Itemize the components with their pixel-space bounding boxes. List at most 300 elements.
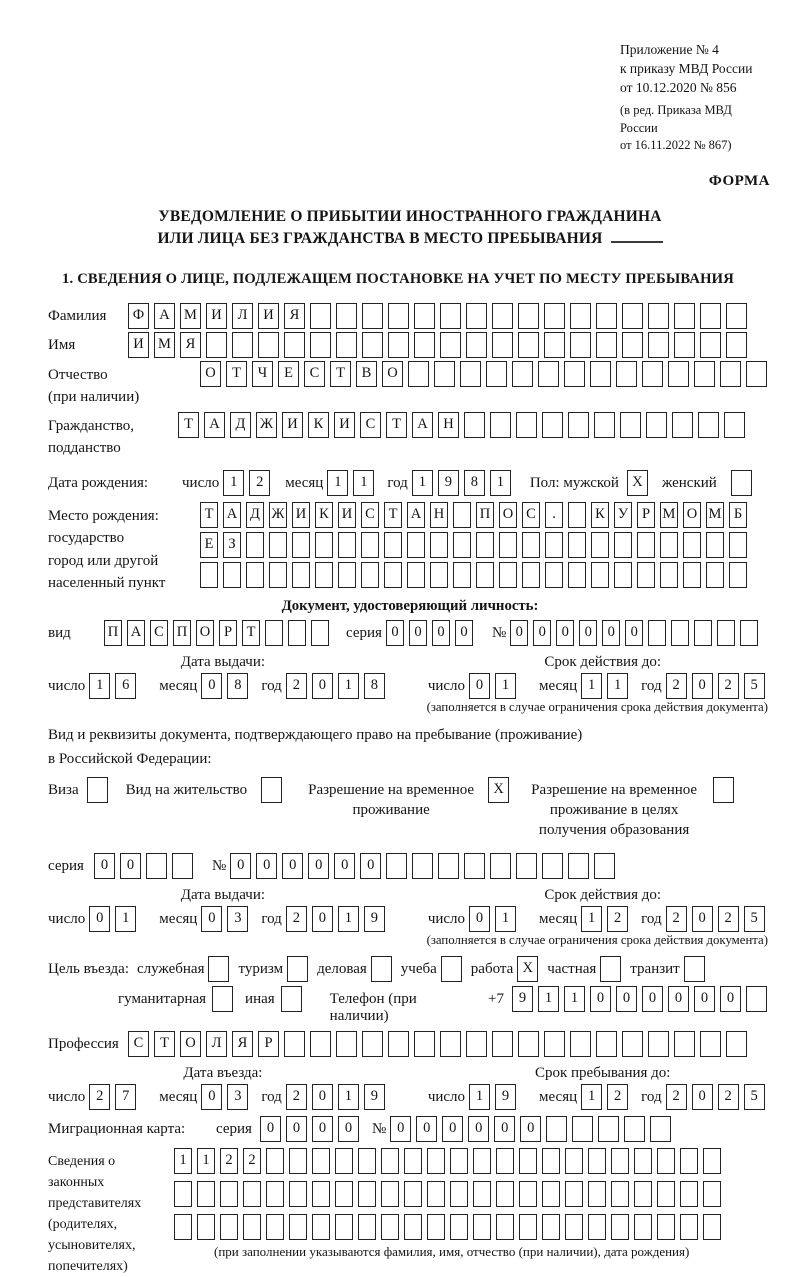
char-box[interactable]	[427, 1148, 445, 1174]
residence-permit-checkbox[interactable]	[261, 777, 282, 803]
char-box[interactable]	[683, 532, 701, 558]
char-box[interactable]	[358, 1181, 376, 1207]
char-box[interactable]	[358, 1148, 376, 1174]
char-box[interactable]	[407, 532, 425, 558]
char-box[interactable]	[464, 853, 485, 879]
char-box[interactable]: С	[304, 361, 325, 387]
char-box[interactable]: 1	[581, 673, 602, 699]
char-box[interactable]: 3	[227, 906, 248, 932]
char-box[interactable]	[746, 986, 767, 1012]
char-box[interactable]: 9	[438, 470, 459, 496]
char-box[interactable]: 0	[692, 673, 713, 699]
char-box[interactable]	[660, 532, 678, 558]
char-box[interactable]	[518, 303, 539, 329]
char-box[interactable]	[312, 1148, 330, 1174]
char-box[interactable]	[657, 1181, 675, 1207]
char-box[interactable]: Н	[430, 502, 448, 528]
char-box[interactable]: В	[356, 361, 377, 387]
char-box[interactable]	[427, 1181, 445, 1207]
char-box[interactable]	[568, 502, 586, 528]
char-box[interactable]	[668, 361, 689, 387]
char-box[interactable]	[312, 1181, 330, 1207]
char-box[interactable]: И	[282, 412, 303, 438]
char-box[interactable]	[611, 1148, 629, 1174]
char-box[interactable]	[292, 562, 310, 588]
char-box[interactable]	[499, 562, 517, 588]
char-box[interactable]: О	[683, 502, 701, 528]
char-box[interactable]	[358, 1214, 376, 1240]
char-box[interactable]	[388, 1031, 409, 1057]
char-box[interactable]	[590, 361, 611, 387]
char-box[interactable]	[614, 532, 632, 558]
purpose-tourism-checkbox[interactable]	[287, 956, 308, 982]
char-box[interactable]	[680, 1148, 698, 1174]
char-box[interactable]	[310, 332, 331, 358]
char-box[interactable]	[542, 1148, 560, 1174]
char-box[interactable]: 0	[692, 1084, 713, 1110]
char-box[interactable]: 0	[694, 986, 715, 1012]
char-box[interactable]: .	[545, 502, 563, 528]
purpose-humanitarian-checkbox[interactable]	[212, 986, 233, 1012]
char-box[interactable]	[434, 361, 455, 387]
char-box[interactable]	[700, 1031, 721, 1057]
purpose-transit-checkbox[interactable]	[684, 956, 705, 982]
char-box[interactable]: С	[522, 502, 540, 528]
char-box[interactable]	[315, 532, 333, 558]
char-box[interactable]: И	[128, 332, 149, 358]
char-box[interactable]	[266, 1181, 284, 1207]
char-box[interactable]	[335, 1148, 353, 1174]
char-box[interactable]: 0	[94, 853, 115, 879]
char-box[interactable]: 0	[312, 1084, 333, 1110]
char-box[interactable]: С	[361, 502, 379, 528]
char-box[interactable]: Р	[258, 1031, 279, 1057]
char-box[interactable]	[386, 853, 407, 879]
char-box[interactable]	[703, 1214, 721, 1240]
char-box[interactable]	[516, 853, 537, 879]
char-box[interactable]: 2	[718, 1084, 739, 1110]
char-box[interactable]: А	[204, 412, 225, 438]
char-box[interactable]: 0	[308, 853, 329, 879]
char-box[interactable]: Р	[637, 502, 655, 528]
char-box[interactable]: 0	[469, 906, 490, 932]
char-box[interactable]: 0	[590, 986, 611, 1012]
char-box[interactable]	[726, 303, 747, 329]
char-box[interactable]	[404, 1214, 422, 1240]
char-box[interactable]	[246, 532, 264, 558]
char-box[interactable]	[450, 1214, 468, 1240]
char-box[interactable]: 1	[223, 470, 244, 496]
char-box[interactable]	[648, 303, 669, 329]
char-box[interactable]: 2	[666, 1084, 687, 1110]
char-box[interactable]	[404, 1181, 422, 1207]
char-box[interactable]	[335, 1214, 353, 1240]
char-box[interactable]: Л	[232, 303, 253, 329]
char-box[interactable]: Я	[180, 332, 201, 358]
char-box[interactable]: 5	[744, 906, 765, 932]
char-box[interactable]	[453, 502, 471, 528]
char-box[interactable]	[700, 332, 721, 358]
char-box[interactable]	[492, 332, 513, 358]
char-box[interactable]: 0	[334, 853, 355, 879]
char-box[interactable]	[284, 1031, 305, 1057]
char-box[interactable]	[492, 303, 513, 329]
char-box[interactable]	[362, 1031, 383, 1057]
char-box[interactable]	[634, 1181, 652, 1207]
char-box[interactable]: 1	[490, 470, 511, 496]
char-box[interactable]: М	[154, 332, 175, 358]
char-box[interactable]	[362, 332, 383, 358]
char-box[interactable]	[570, 1031, 591, 1057]
char-box[interactable]: 9	[512, 986, 533, 1012]
char-box[interactable]	[591, 562, 609, 588]
char-box[interactable]	[565, 1148, 583, 1174]
char-box[interactable]: 1	[495, 906, 516, 932]
char-box[interactable]	[516, 412, 537, 438]
char-box[interactable]	[568, 532, 586, 558]
char-box[interactable]: Т	[226, 361, 247, 387]
char-box[interactable]	[564, 361, 585, 387]
char-box[interactable]: Я	[284, 303, 305, 329]
char-box[interactable]	[614, 562, 632, 588]
char-box[interactable]: И	[258, 303, 279, 329]
char-box[interactable]: Д	[230, 412, 251, 438]
char-box[interactable]	[381, 1214, 399, 1240]
purpose-study-checkbox[interactable]	[441, 956, 462, 982]
char-box[interactable]	[570, 303, 591, 329]
char-box[interactable]: Я	[232, 1031, 253, 1057]
char-box[interactable]	[545, 562, 563, 588]
char-box[interactable]: 0	[432, 620, 450, 646]
char-box[interactable]	[542, 1181, 560, 1207]
char-box[interactable]	[473, 1181, 491, 1207]
char-box[interactable]: 0	[256, 853, 277, 879]
char-box[interactable]	[265, 620, 283, 646]
char-box[interactable]	[572, 1116, 593, 1142]
purpose-official-checkbox[interactable]	[208, 956, 229, 982]
char-box[interactable]: П	[104, 620, 122, 646]
char-box[interactable]: М	[180, 303, 201, 329]
char-box[interactable]: 1	[412, 470, 433, 496]
char-box[interactable]: 1	[564, 986, 585, 1012]
char-box[interactable]	[266, 1148, 284, 1174]
char-box[interactable]: 0	[602, 620, 620, 646]
char-box[interactable]	[310, 303, 331, 329]
char-box[interactable]: 8	[227, 673, 248, 699]
char-box[interactable]: 0	[386, 620, 404, 646]
char-box[interactable]	[570, 332, 591, 358]
char-box[interactable]: 1	[538, 986, 559, 1012]
char-box[interactable]	[336, 303, 357, 329]
char-box[interactable]: А	[154, 303, 175, 329]
char-box[interactable]: П	[173, 620, 191, 646]
char-box[interactable]	[440, 303, 461, 329]
char-box[interactable]: 1	[327, 470, 348, 496]
char-box[interactable]	[289, 1148, 307, 1174]
char-box[interactable]: 2	[89, 1084, 110, 1110]
char-box[interactable]	[414, 303, 435, 329]
char-box[interactable]	[284, 332, 305, 358]
char-box[interactable]	[499, 532, 517, 558]
char-box[interactable]	[414, 332, 435, 358]
char-box[interactable]	[518, 1031, 539, 1057]
char-box[interactable]: 2	[243, 1148, 261, 1174]
char-box[interactable]: П	[476, 502, 494, 528]
char-box[interactable]: 0	[642, 986, 663, 1012]
char-box[interactable]: 1	[115, 906, 136, 932]
char-box[interactable]	[671, 620, 689, 646]
char-box[interactable]: О	[200, 361, 221, 387]
char-box[interactable]: 0	[312, 906, 333, 932]
char-box[interactable]	[674, 332, 695, 358]
sex-female-checkbox[interactable]	[731, 470, 752, 496]
char-box[interactable]: 0	[692, 906, 713, 932]
char-box[interactable]: И	[206, 303, 227, 329]
char-box[interactable]	[624, 1116, 645, 1142]
char-box[interactable]	[596, 1031, 617, 1057]
char-box[interactable]	[466, 303, 487, 329]
char-box[interactable]	[312, 1214, 330, 1240]
char-box[interactable]	[596, 332, 617, 358]
char-box[interactable]: 1	[197, 1148, 215, 1174]
char-box[interactable]: 0	[469, 673, 490, 699]
char-box[interactable]: А	[127, 620, 145, 646]
char-box[interactable]	[476, 532, 494, 558]
char-box[interactable]	[496, 1214, 514, 1240]
char-box[interactable]: А	[407, 502, 425, 528]
char-box[interactable]	[450, 1181, 468, 1207]
char-box[interactable]: К	[315, 502, 333, 528]
char-box[interactable]: 1	[89, 673, 110, 699]
char-box[interactable]	[657, 1214, 675, 1240]
char-box[interactable]: 1	[469, 1084, 490, 1110]
char-box[interactable]: 0	[533, 620, 551, 646]
char-box[interactable]	[258, 332, 279, 358]
char-box[interactable]: С	[360, 412, 381, 438]
char-box[interactable]: Ж	[269, 502, 287, 528]
char-box[interactable]	[496, 1148, 514, 1174]
char-box[interactable]	[544, 303, 565, 329]
char-box[interactable]	[594, 412, 615, 438]
char-box[interactable]	[381, 1181, 399, 1207]
char-box[interactable]	[453, 562, 471, 588]
char-box[interactable]	[243, 1181, 261, 1207]
char-box[interactable]	[544, 332, 565, 358]
char-box[interactable]	[388, 332, 409, 358]
char-box[interactable]: 9	[495, 1084, 516, 1110]
char-box[interactable]	[473, 1148, 491, 1174]
char-box[interactable]: 0	[201, 906, 222, 932]
char-box[interactable]	[683, 562, 701, 588]
char-box[interactable]: А	[412, 412, 433, 438]
char-box[interactable]	[650, 1116, 671, 1142]
char-box[interactable]: Б	[729, 502, 747, 528]
char-box[interactable]	[440, 332, 461, 358]
char-box[interactable]	[698, 412, 719, 438]
char-box[interactable]	[746, 361, 767, 387]
char-box[interactable]: 0	[668, 986, 689, 1012]
char-box[interactable]	[338, 562, 356, 588]
char-box[interactable]: 9	[364, 1084, 385, 1110]
char-box[interactable]	[438, 853, 459, 879]
char-box[interactable]: 0	[625, 620, 643, 646]
char-box[interactable]	[542, 412, 563, 438]
char-box[interactable]: Е	[200, 532, 218, 558]
char-box[interactable]	[460, 361, 481, 387]
char-box[interactable]: 0	[442, 1116, 463, 1142]
char-box[interactable]	[729, 532, 747, 558]
char-box[interactable]	[522, 562, 540, 588]
char-box[interactable]	[473, 1214, 491, 1240]
char-box[interactable]: 1	[338, 1084, 359, 1110]
char-box[interactable]	[545, 532, 563, 558]
char-box[interactable]: К	[308, 412, 329, 438]
char-box[interactable]	[492, 1031, 513, 1057]
char-box[interactable]: 0	[556, 620, 574, 646]
char-box[interactable]	[384, 562, 402, 588]
char-box[interactable]	[197, 1181, 215, 1207]
char-box[interactable]	[486, 361, 507, 387]
char-box[interactable]	[220, 1214, 238, 1240]
char-box[interactable]: 0	[282, 853, 303, 879]
char-box[interactable]: Ж	[256, 412, 277, 438]
char-box[interactable]	[361, 532, 379, 558]
char-box[interactable]	[594, 853, 615, 879]
char-box[interactable]: 1	[174, 1148, 192, 1174]
char-box[interactable]: К	[591, 502, 609, 528]
char-box[interactable]	[717, 620, 735, 646]
char-box[interactable]	[674, 303, 695, 329]
char-box[interactable]	[538, 361, 559, 387]
purpose-work-checkbox[interactable]: X	[517, 956, 538, 982]
char-box[interactable]: Т	[154, 1031, 175, 1057]
char-box[interactable]: 0	[390, 1116, 411, 1142]
char-box[interactable]: З	[223, 532, 241, 558]
char-box[interactable]	[706, 562, 724, 588]
char-box[interactable]	[620, 412, 641, 438]
char-box[interactable]	[220, 1181, 238, 1207]
char-box[interactable]: 1	[338, 673, 359, 699]
char-box[interactable]: 2	[220, 1148, 238, 1174]
char-box[interactable]	[310, 1031, 331, 1057]
char-box[interactable]	[404, 1148, 422, 1174]
char-box[interactable]: 0	[312, 673, 333, 699]
char-box[interactable]	[596, 303, 617, 329]
char-box[interactable]	[518, 332, 539, 358]
char-box[interactable]: И	[292, 502, 310, 528]
char-box[interactable]	[440, 1031, 461, 1057]
char-box[interactable]	[660, 562, 678, 588]
char-box[interactable]	[694, 361, 715, 387]
char-box[interactable]	[232, 332, 253, 358]
char-box[interactable]	[622, 332, 643, 358]
char-box[interactable]: 2	[286, 1084, 307, 1110]
char-box[interactable]	[450, 1148, 468, 1174]
char-box[interactable]: 0	[616, 986, 637, 1012]
char-box[interactable]	[388, 303, 409, 329]
char-box[interactable]	[637, 562, 655, 588]
char-box[interactable]	[648, 332, 669, 358]
char-box[interactable]: 1	[353, 470, 374, 496]
char-box[interactable]	[414, 1031, 435, 1057]
char-box[interactable]	[519, 1214, 537, 1240]
char-box[interactable]: 5	[744, 673, 765, 699]
char-box[interactable]: Т	[178, 412, 199, 438]
temp-residence-checkbox[interactable]: X	[488, 777, 509, 803]
char-box[interactable]	[622, 303, 643, 329]
char-box[interactable]: Т	[386, 412, 407, 438]
char-box[interactable]	[206, 332, 227, 358]
char-box[interactable]: 2	[286, 906, 307, 932]
char-box[interactable]	[288, 620, 306, 646]
sex-male-checkbox[interactable]: X	[627, 470, 648, 496]
char-box[interactable]	[519, 1181, 537, 1207]
char-box[interactable]	[292, 532, 310, 558]
char-box[interactable]: 0	[201, 1084, 222, 1110]
char-box[interactable]	[680, 1181, 698, 1207]
char-box[interactable]	[565, 1214, 583, 1240]
char-box[interactable]: 0	[260, 1116, 281, 1142]
char-box[interactable]	[338, 532, 356, 558]
char-box[interactable]	[544, 1031, 565, 1057]
char-box[interactable]	[522, 532, 540, 558]
char-box[interactable]	[598, 1116, 619, 1142]
char-box[interactable]: О	[499, 502, 517, 528]
char-box[interactable]	[674, 1031, 695, 1057]
char-box[interactable]	[146, 853, 167, 879]
char-box[interactable]	[466, 332, 487, 358]
char-box[interactable]: Ч	[252, 361, 273, 387]
char-box[interactable]	[315, 562, 333, 588]
char-box[interactable]: 3	[227, 1084, 248, 1110]
char-box[interactable]: М	[706, 502, 724, 528]
char-box[interactable]	[622, 1031, 643, 1057]
char-box[interactable]: 0	[455, 620, 473, 646]
char-box[interactable]	[490, 412, 511, 438]
char-box[interactable]: 0	[494, 1116, 515, 1142]
char-box[interactable]: 1	[607, 673, 628, 699]
char-box[interactable]	[174, 1214, 192, 1240]
char-box[interactable]: 0	[720, 986, 741, 1012]
char-box[interactable]: 1	[338, 906, 359, 932]
char-box[interactable]: 1	[581, 906, 602, 932]
char-box[interactable]: 0	[120, 853, 141, 879]
char-box[interactable]	[611, 1214, 629, 1240]
char-box[interactable]	[512, 361, 533, 387]
char-box[interactable]	[336, 332, 357, 358]
char-box[interactable]	[407, 562, 425, 588]
char-box[interactable]: С	[128, 1031, 149, 1057]
char-box[interactable]: 2	[607, 1084, 628, 1110]
char-box[interactable]	[362, 303, 383, 329]
char-box[interactable]	[700, 303, 721, 329]
char-box[interactable]	[588, 1148, 606, 1174]
char-box[interactable]: Д	[246, 502, 264, 528]
char-box[interactable]	[542, 853, 563, 879]
char-box[interactable]	[726, 332, 747, 358]
char-box[interactable]	[616, 361, 637, 387]
char-box[interactable]: И	[334, 412, 355, 438]
char-box[interactable]	[694, 620, 712, 646]
char-box[interactable]	[430, 562, 448, 588]
char-box[interactable]	[703, 1148, 721, 1174]
char-box[interactable]	[611, 1181, 629, 1207]
char-box[interactable]	[466, 1031, 487, 1057]
char-box[interactable]	[588, 1181, 606, 1207]
char-box[interactable]	[476, 562, 494, 588]
char-box[interactable]: О	[382, 361, 403, 387]
char-box[interactable]: 9	[364, 906, 385, 932]
